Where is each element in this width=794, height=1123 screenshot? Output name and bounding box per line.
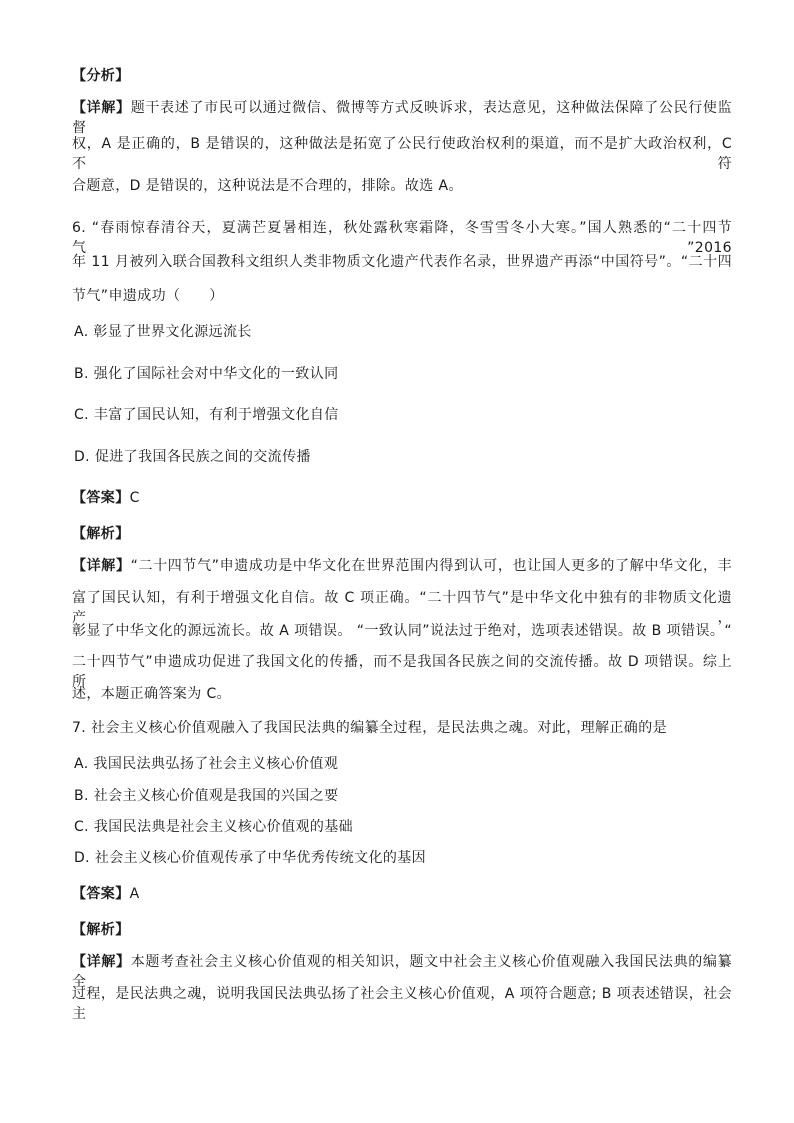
detail-paragraph-line	[72, 98, 732, 136]
analysis-label: 【分析】	[72, 68, 130, 84]
question-7-option-b: B. 社会主义核心价值观是我国的兴国之要	[74, 788, 339, 804]
detail-text: “二十四节气”申遗成功是中华文化在世界范围内得到认可，也让国人更多的了解中华文化，丰	[130, 558, 732, 574]
detail-tag: 【详解】	[72, 100, 131, 116]
answer-tag: 【答案】	[72, 490, 130, 506]
detail-text: 本题考查社会主义核心价值观的相关知识，题文中社会主义核心价值观融入我国民法典的编纂全	[72, 954, 732, 990]
detail-paragraph-line: 合题意，D 是错误的，这种说法是不合理的，排除。故选 A。	[72, 178, 463, 194]
question-7-option-d: D. 社会主义核心价值观传承了中华优秀传统文化的基因	[74, 850, 427, 866]
detail-tag: 【详解】	[72, 954, 131, 970]
answer-value: C	[129, 490, 140, 506]
question-7-stem: 7. 社会主义核心价值观融入了我国民法典的编纂全过程，是民法典之魂。对此，理解正确的是	[72, 720, 668, 736]
question-6-detail-line: 述，本题正确答案为 C。	[72, 686, 232, 702]
question-7-answer	[72, 884, 732, 904]
question-6-option-a: A. 彰显了世界文化源远流长	[74, 324, 252, 340]
detail-text: 题干表述了市民可以通过微信、微博等方式反映诉求，表达意见，这种做法保障了公民行使监督	[72, 100, 732, 136]
question-6-detail-line: 二十四节气”申遗成功促进了我国文化的传播，而不是我国各民族之间的交流传播。故 D 项错误。综上所	[72, 654, 732, 690]
question-7-option-a: A. 我国民法典弘扬了社会主义核心价值观	[74, 756, 339, 772]
question-7-detail-line	[72, 952, 732, 990]
question-6-stem: 节气”申遗成功（ ）	[72, 288, 224, 304]
detail-paragraph-line: 权，A 是正确的，B 是错误的，这种做法是拓宽了公民行使政治权利的渠道，而不是扩大政治权利，C 不符	[72, 136, 732, 172]
question-6-option-d: D. 促进了我国各民族之间的交流传播	[74, 449, 311, 465]
question-7-analysis-label: 【解析】	[72, 922, 130, 938]
question-6-option-c: C. 丰富了国民认知，有利于增强文化自信	[74, 407, 339, 423]
detail-tag: 【详解】	[72, 558, 131, 574]
question-6-detail-line	[72, 556, 732, 576]
question-6-answer	[72, 488, 732, 508]
question-6-option-b: B. 强化了国际社会对中华文化的一致认同	[74, 366, 339, 382]
question-6-detail-line: 富了国民认知，有利于增强文化自信。故 C 项正确。“二十四节气”是中华文化中独有的非物质文化遗产，	[72, 590, 732, 626]
question-7-detail-line: 过程，是民法典之魂，说明我国民法典弘扬了社会主义核心价值观，A 项符合题意; B 项表述错误，社会主	[72, 986, 732, 1022]
question-6-stem: 年 11 月被列入联合国教科文组织人类非物质文化遗产代表作名录，世界遗产再添“中国符号”。“二十四	[72, 254, 732, 270]
question-6-detail-line: 彰显了中华文化的源远流长。故 A 项错误。 “一致认同”说法过于绝对，选项表述错误。故 B 项错误。“	[72, 623, 732, 639]
answer-value: A	[129, 886, 140, 902]
answer-tag: 【答案】	[72, 886, 130, 902]
question-7-option-c: C. 我国民法典是社会主义核心价值观的基础	[74, 819, 354, 835]
question-6-analysis-label: 【解析】	[72, 526, 130, 542]
question-6-stem: 6. “春雨惊春清谷天，夏满芒夏暑相连，秋处露秋寒霜降，冬雪雪冬小大寒。”国人熟悉的“二十四节气”2016	[72, 220, 732, 256]
